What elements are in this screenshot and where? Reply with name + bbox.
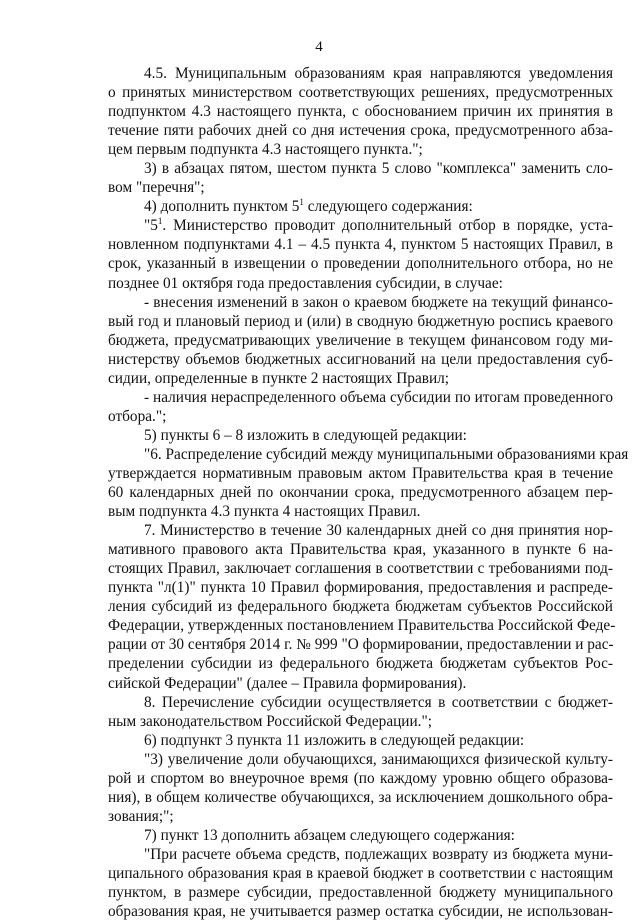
text-line: нистерству объемов бюджетных ассигнований на цели предоставления суб- [108,350,613,368]
text-line: стоящих Правил, заключает соглашения в соответствии с требованиями под- [108,560,613,578]
text-line: "3) увеличение доли обучающихся, занимающихся физической культу- [144,750,613,768]
text-line: цем первым подпункта 4.3 настоящего пункта."; [108,141,423,159]
document-body [108,64,629,921]
text-line: 4) дополнить пунктом $5^1$ следующего содержания: [144,197,473,216]
text-line: пунктом, в размере субсидии, предоставленной бюджету муниципального [108,884,613,902]
text-line: рации от 30 сентября 2014 г. № 999 "О формировании, предоставлении и рас- [108,636,614,654]
text-line: о принятых министерством соответствующих решениях, предусмотренных [108,84,613,102]
text-line: 5) пункты 6 – 8 изложить в следующей редакции: [144,426,467,444]
text-line: 7) пункт 13 дополнить абзацем следующего содержания: [144,826,515,844]
text-line: вым подпункта 4.3 пункта 4 настоящих Правил. [108,503,421,521]
text-line: новленном подпунктами 4.1 – 4.5 пункта 4, пунктом 5 настоящих Правил, в [108,236,613,254]
text-line: 7. Министерство в течение 30 календарных дней со дня принятия нор- [144,522,613,540]
text-line: вом "перечня"; [108,179,205,197]
text-line: 3) в абзацах пятом, шестом пункта 5 слово "комплекса" заменить сло- [144,160,613,178]
text-line: Федерации, утвержденных постановлением Правительства Российской Феде- [108,617,616,635]
text-line: вый год и плановый период и (или) в сводную бюджетную роспись краевого [108,312,613,330]
text-line: 8. Перечисление субсидии осуществляется в соответствии с бюджет- [144,693,613,711]
text-line: зования;"; [108,807,174,825]
text-line: сийской Федерации" (далее – Правила формирования). [108,674,467,692]
text-line: утверждается нормативным правовым актом Правительства края в течение [108,464,613,482]
text-line: пределении субсидии из федерального бюджета бюджетам субъектов Рос- [108,655,613,673]
text-line: "$5^1$. Министерство проводит дополнительный отбор в порядке, уста- [144,216,613,235]
text-line: бюджета, предусматривающих увеличение в текущем финансовом году ми- [108,331,613,349]
text-line: ления субсидий из федерального бюджета бюджетам субъектов Российской [108,598,613,616]
text-line: позднее 01 октября года предоставления субсидии, в случае: [108,274,503,292]
text-line: 4.5. Муниципальным образованиям края направляются уведомления [144,65,613,82]
text-line: пункта "л(1)" пункта 10 Правил формирования, предоставления и распреде- [108,579,613,597]
text-line: ципального образования края в краевой бюджет в соответствии с настоящим [108,864,613,882]
text-line: ным законодательством Российской Федерации."; [108,712,432,730]
text-line: - внесения изменений в закон о краевом бюджете на текущий финансо- [144,293,613,311]
text-line: 6) подпункт 3 пункта 11 изложить в следующей редакции: [144,731,525,749]
text-line: сидии, определенные в пункте 2 настоящих Правил; [108,369,450,387]
text-line: ния), в общем количестве обучающихся, за исключением дошкольного обра- [108,788,613,806]
text-line: течение пяти рабочих дней со дня истечения срока, предусмотренного абза- [108,122,613,140]
text-line: рой и спортом во внеурочное время (по каждому уровню общего образова- [108,769,613,787]
text-line: отбора."; [108,407,167,425]
text-line: "6. Распределение субсидий между муниципальными образованиями края [144,445,629,463]
text-line: подпунктом 4.3 настоящего пункта, с обоснованием причин их принятия в [108,103,613,121]
text-line: срок, указанный в извещении о проведении дополнительного отбора, но не [108,255,613,273]
text-line: - наличия нераспределенного объема субсидии по итогам проведенного [144,388,613,406]
page-number: 4 [315,39,323,55]
text-line: образования края, не учитывается размер остатка субсидии, не использован- [108,903,613,921]
text-line: мативного правового акта Правительства края, указанного в пункте 6 на- [108,541,613,559]
text-line: 60 календарных дней по окончании срока, предусмотренного абзацем пер- [108,484,613,502]
text-line: "При расчете объема средств, подлежащих возврату из бюджета муни- [144,845,613,863]
